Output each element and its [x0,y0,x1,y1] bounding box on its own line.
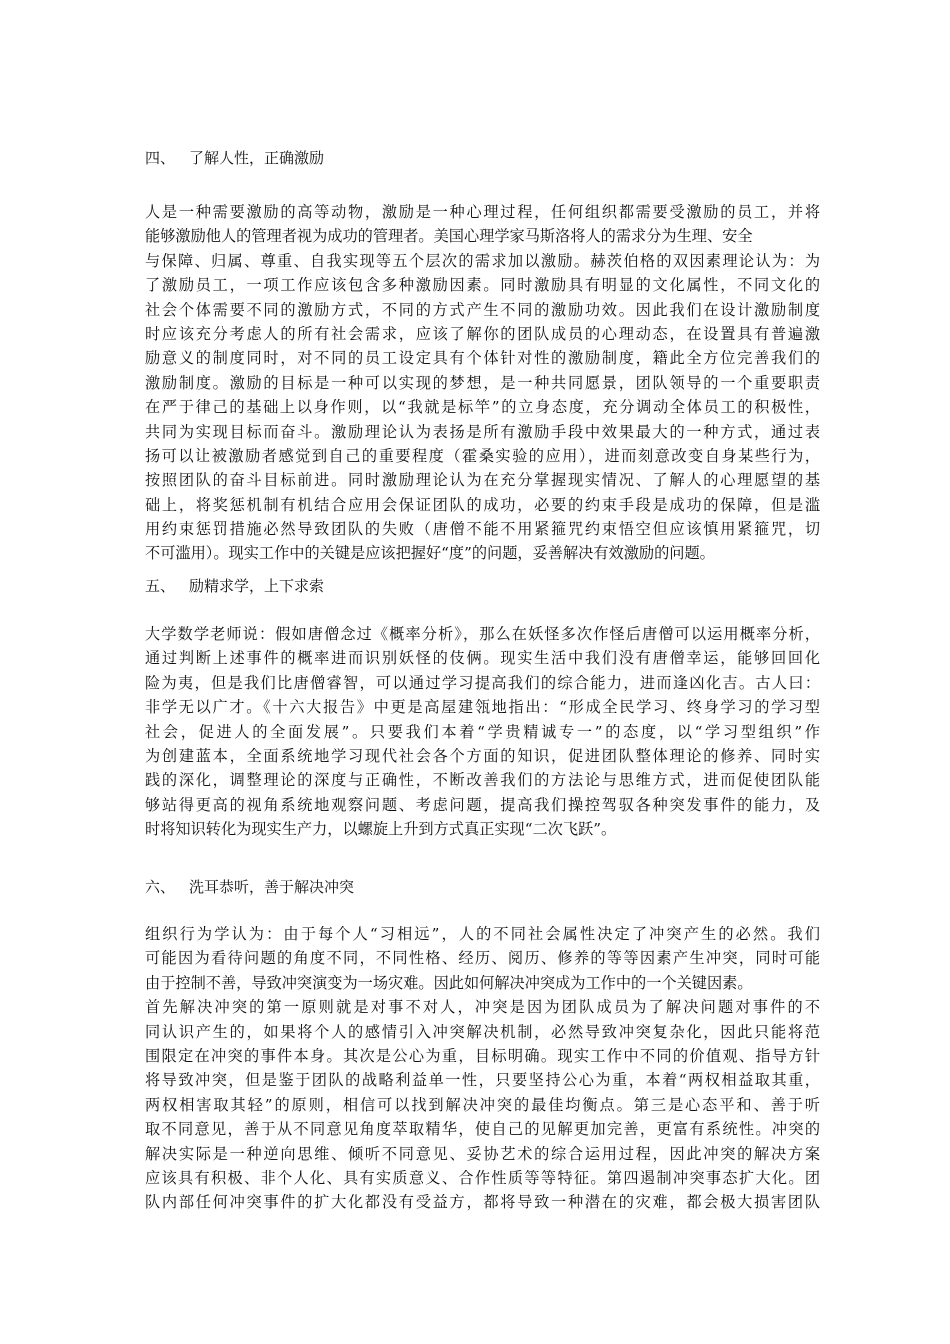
text-line: 时应该充分考虑人的所有社会需求，应该了解你的团队成员的心理动态，在设置具有普遍激 [145,324,820,343]
text-line: 人是一种需要激励的高等动物，激励是一种心理过程，任何组织都需要受激励的员工，并将 [145,203,820,221]
text-line: 础上，将奖惩机制有机结合应用会保证团队的成功，必要的约束手段是成功的保障，但是滥 [145,495,820,514]
paragraph-section-5 [145,622,820,842]
text-line: 应该具有积极、非个人化、具有实质意义、合作性质等等特征。第四遏制冲突事态扩大化。团 [145,1168,820,1187]
paragraph-section-4 [145,200,820,566]
section-number: 五、 [145,577,176,595]
text-line: 首先解决冲突的第一原则就是对事不对人，冲突是因为团队成员为了解决问题对事件的不 [145,998,820,1017]
text-line: 取不同意见，善于从不同意见角度萃取精华，使自己的见解更加完善，更富有系统性。冲突的 [145,1120,820,1139]
text-line: 扬可以让被激励者感觉到自己的重要程度（霍桑实验的应用），进而刻意改变自身某些行为， [145,446,820,465]
text-line: 够站得更高的视角系统地观察问题、考虑问题，提高我们操控驾驭各种突发事件的能力，及 [145,795,820,814]
section-heading-5 [145,574,324,598]
text-line: 同认识产生的，如果将个人的感情引入冲突解决机制，必然导致冲突复杂化，因此只能将范 [145,1022,820,1041]
text-line: 用约束惩罚措施必然导致团队的失败（唐僧不能不用紧箍咒约束悟空但应该慎用紧箍咒，切 [145,520,820,539]
text-line: 不可滥用）。现实工作中的关键是应该把握好“度”的问题，妥善解决有效激励的问题。 [145,544,715,563]
paragraph-section-6 [145,922,820,1215]
text-line: 非学无以广才。《十六大报告》中更是高屋建瓴地指出：“形成全民学习、终身学习的学习型 [145,698,820,717]
text-line: 两权相害取其轻”的原则，相信可以找到解决冲突的最佳均衡点。第三是心态平和、善于听 [145,1095,820,1114]
section-heading-6 [145,875,354,899]
text-line: 共同为实现目标而奋斗。激励理论认为表扬是所有激励手段中效果最大的一种方式，通过表 [145,422,820,441]
text-line: 按照团队的奋斗目标前进。同时激励理论认为在充分掌握现实情况、了解人的心理愿望的基 [145,471,820,490]
text-line: 励意义的制度同时，对不同的员工设定具有个体针对性的激励制度，籍此全方位完善我们的 [145,349,820,368]
text-line: 在严于律己的基础上以身作则，以“我就是标竿”的立身态度，充分调动全体员工的积极性， [145,398,820,417]
text-line: 组织行为学认为：由于每个人“习相远”，人的不同社会属性决定了冲突产生的必然。我们 [145,925,820,943]
section-title: 励精求学，上下求索 [189,577,325,595]
text-line: 围限定在冲突的事件本身。其次是公心为重，目标明确。现实工作中不同的价值观、指导方针 [145,1046,820,1065]
text-line: 社会，促进人的全面发展”。只要我们本着“学贵精诚专一”的态度，以“学习型组织”作 [145,722,820,741]
section-title: 了解人性，正确激励 [189,149,325,167]
text-line: 通过判断上述事件的概率进而识别妖怪的伎俩。现实生活中我们没有唐僧幸运，能够回回化 [145,649,820,668]
text-line: 能够激励他人的管理者视为成功的管理者。美国心理学家马斯洛将人的需求分为生理、安全 [145,227,753,246]
text-line: 社会个体需要不同的激励方式，不同的方式产生不同的激励功效。因此我们在设计激励制度 [145,300,820,319]
section-title: 洗耳恭听，善于解决冲突 [189,878,355,896]
text-line: 了激励员工，一项工作应该包含多种激励因素。同时激励具有明显的文化属性，不同文化的 [145,276,820,295]
section-number: 六、 [145,878,176,896]
text-line: 大学数学老师说：假如唐僧念过《概率分析》，那么在妖怪多次作怪后唐僧可以运用概率分析， [145,625,820,643]
text-line: 践的深化，调整理论的深度与正确性，不断改善我们的方法论与思维方式，进而促使团队能 [145,771,820,790]
text-line: 解决实际是一种逆向思维、倾听不同意见、妥协艺术的综合运用过程，因此冲突的解决方案 [145,1144,820,1163]
text-line: 队内部任何冲突事件的扩大化都没有受益方，都将导致一种潜在的灾难，都会极大损害团队 [145,1193,820,1212]
text-line: 与保障、归属、尊重、自我实现等五个层次的需求加以激励。赫茨伯格的双因素理论认为：为 [145,251,820,270]
text-line: 激励制度。激励的目标是一种可以实现的梦想，是一种共同愿景，团队领导的一个重要职责 [145,373,820,392]
text-line: 险为夷，但是我们比唐僧睿智，可以通过学习提高我们的综合能力，进而逢凶化吉。古人曰： [145,673,820,692]
section-number: 四、 [145,149,176,167]
text-line: 将导致冲突，但是鉴于团队的战略利益单一性，只要坚持公心为重，本着“两权相益取其重， [145,1071,820,1090]
text-line: 由于控制不善，导致冲突演变为一场灾难。因此如何解决冲突成为工作中的一个关键因素。 [145,973,753,992]
section-heading-4 [145,146,324,170]
text-line: 时将知识转化为现实生产力，以螺旋上升到方式真正实现“二次飞跃”。 [145,820,617,839]
text-line: 可能因为看待问题的角度不同，不同性格、经历、阅历、修养的等等因素产生冲突，同时可能 [145,949,820,968]
text-line: 为创建蓝本，全面系统地学习现代社会各个方面的知识，促进团队整体理论的修养、同时实 [145,746,820,765]
